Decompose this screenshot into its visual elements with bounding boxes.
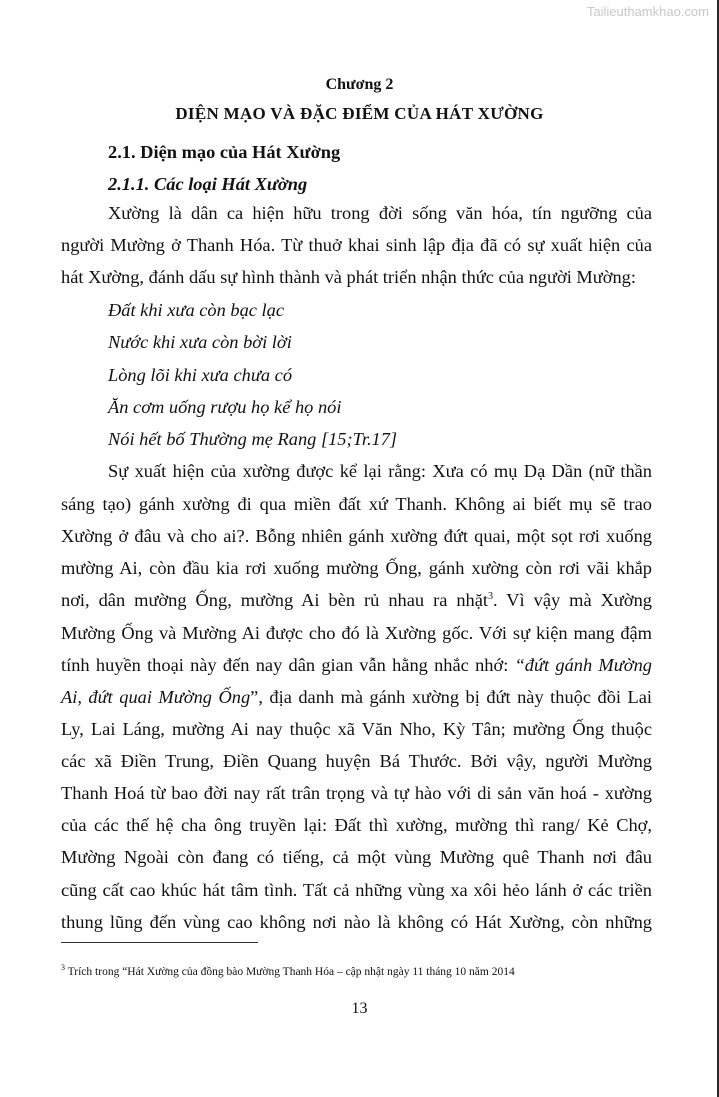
paragraph-text: . Vì vậy mà Xường	[493, 590, 652, 610]
paragraph-line: của các thế hệ cha ông truyền lại: Đất thì xường, mường thì rang/ Kẻ Chợ,	[61, 815, 652, 835]
quote-text: “đứt gánh Mường	[514, 655, 652, 675]
paragraph-line: hát Xường, đánh dấu sự hình thành và phát triển nhận thức của người Mường:	[61, 267, 636, 287]
paragraph-text: ”, địa danh mà gánh xường bị đứt này thuộc đồi Lai	[250, 687, 652, 707]
paragraph-line: Xường là dân ca hiện hữu trong đời sống văn hóa, tín ngưỡng của	[108, 203, 652, 223]
footnote-text: Trích trong “Hát Xường của đồng bào Mường Thanh Hóa – cập nhật ngày 11 tháng 10 năm 2014	[65, 966, 515, 978]
footnote	[61, 963, 661, 978]
poem-line: Nước khi xưa còn bời lời	[108, 332, 292, 352]
watermark: Tailieuthamkhao.com	[586, 4, 709, 19]
chapter-label: Chương 2	[325, 76, 394, 93]
footnote-ref: 3	[488, 590, 494, 602]
page-number: 13	[351, 1000, 368, 1017]
paragraph-line: sáng tạo) gánh xường đi qua miền đất xứ Thanh. Không ai biết mụ sẽ trao	[61, 494, 652, 514]
paragraph-line: Xường ở đâu và cho ai?. Bỗng nhiên gánh xường đứt quai, một sọt rơi xuống	[61, 526, 652, 546]
footnote-divider	[61, 942, 258, 943]
paragraph-line: Sự xuất hiện của xường được kể lại rằng: Xưa có mụ Dạ Dần (nữ thần	[108, 461, 652, 481]
poem-line: Ăn cơm uống rượu họ kể họ nói	[108, 397, 342, 417]
chapter-title: DIỆN MẠO VÀ ĐẶC ĐIỂM CỦA HÁT XƯỜNG	[175, 104, 544, 123]
footnote-number: 3	[61, 963, 65, 973]
paragraph-text: tính huyền thoại này đến nay dân gian vẫn hằng nhắc nhớ:	[61, 655, 515, 675]
paragraph-line	[61, 685, 652, 709]
paragraph-line: thung lũng đến vùng cao không nơi nào là không có Hát Xường, còn những	[61, 912, 652, 932]
section-heading: 2.1. Diện mạo của Hát Xường	[108, 142, 341, 162]
quote-text: Ai, đứt quai Mường Ống	[61, 687, 251, 707]
paragraph-line	[61, 653, 652, 677]
paragraph-line: Mường Ống và Mường Ai được cho đó là Xường gốc. Với sự kiện mang đậm	[61, 623, 652, 643]
poem-line: Lòng lõi khi xưa chưa có	[108, 365, 293, 385]
paragraph-line: Thanh Hoá từ bao đời nay rất trân trọng và tự hào với di sản văn hoá - xường	[61, 783, 652, 803]
paragraph-line	[61, 588, 652, 612]
paragraph-line: các xã Điền Trung, Điền Quang huyện Bá Thước. Bởi vậy, người Mường	[61, 751, 652, 771]
paragraph-line: Ly, Lai Láng, mường Ai nay thuộc xã Văn Nho, Kỳ Tân; mường Ống thuộc	[61, 719, 652, 739]
paragraph-line: người Mường ở Thanh Hóa. Từ thuở khai sinh lập địa đã có sự xuất hiện của	[61, 235, 652, 255]
paragraph-text: nơi, dân mường Ống, mường Ai bèn rủ nhau ra nhặt	[61, 590, 489, 610]
paragraph-line: mường Ai, còn đầu kia rơi xuống mường Ống, gánh xường còn rơi vãi khắp	[61, 558, 652, 578]
paragraph-line: Mường Ngoài còn đang có tiếng, cả một vùng Mường quê Thanh nơi đâu	[61, 847, 652, 867]
paragraph-line: cũng cất cao khúc hát tâm tình. Tất cả những vùng xa xôi hẻo lánh ở các triền	[61, 880, 652, 900]
subsection-heading: 2.1.1. Các loại Hát Xường	[108, 174, 308, 194]
poem-line: Nói hết bố Thường mẹ Rang [15;Tr.17]	[108, 429, 398, 449]
poem-line: Đất khi xưa còn bạc lạc	[108, 300, 285, 320]
